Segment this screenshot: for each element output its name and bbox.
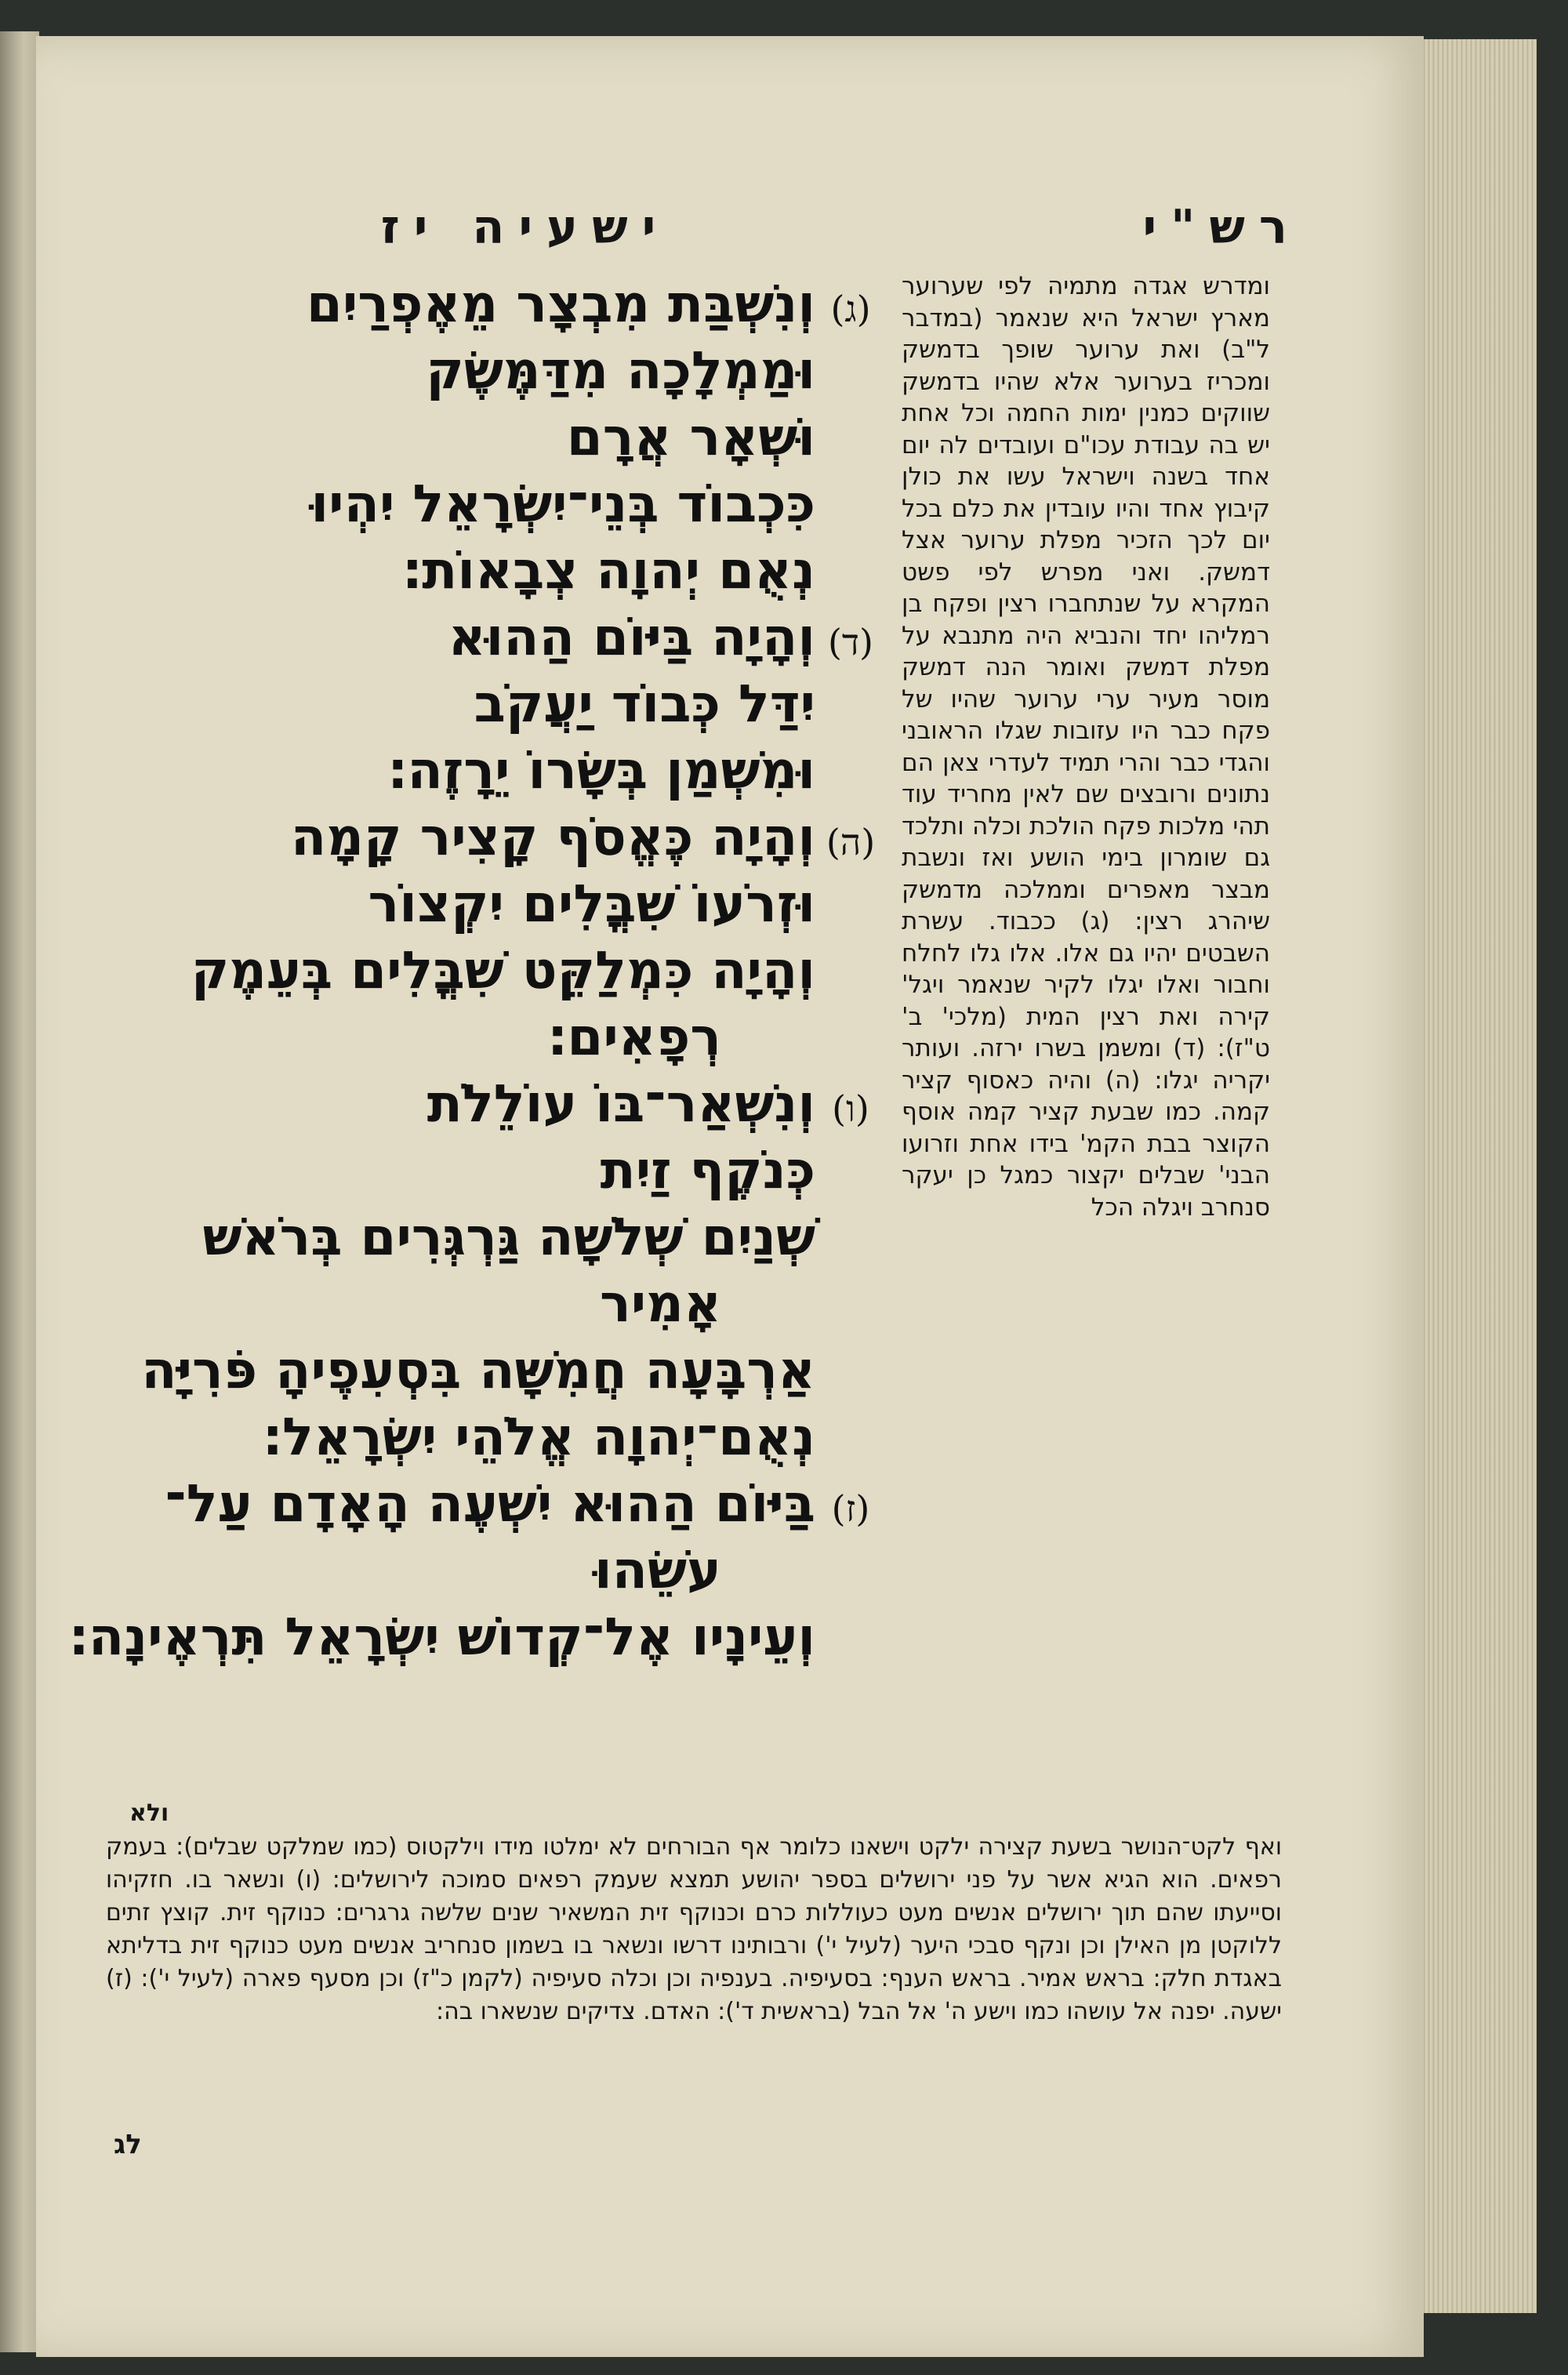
verse-text: וְנִשְׁאַר־בּוֹ עוֹלֵלֹת (426, 1073, 815, 1134)
verse-text: יִדַּל כְּבוֹד יַעֲקֹב (474, 674, 815, 734)
left-page-edge (0, 31, 39, 2352)
commentary-text: ומדרש אגדה מתמיה לפי שערוער מארץ ישראל היא שנאמר (במדבר ל"ב) ואת ערוער שופך בדמשק ומכריז בערוער אלא שהיו בדמשק שווקים כמנין ימות החמה וכל אחת יש בה עבודת עכו"ם ועובדים לה יום אחד בשנה וישראל עשו את כולן קיבוץ אחד והיו עובדין את כלם בכל יום לכך הזכיר מפלת ערוער אצל דמשק. ואני מפרש לפי פשט המקרא על שנתחברו רצין ופקח בן רמליהו יחד והנביא היה מתנבא על מפלת דמשק ואומר הנה דמשק מוסר מעיר ערי ערוער שהיו של פקח כבר היו עזובות שגלו הראובני והגדי כבר והרי תמיד לעדרי צאן הם נתונים ורובצים שם לאין מחריד עוד תהי מלכות פקח הולכת וכלה ותלכד גם שומרון בימי הושע ואז ונשבת מבצר מאפרים וממלכה מדמשק שיהרג רצין: (ג) ככבוד. עשרת השבטים יהיו גם אלו. אלו גלו לחלח וחבור ואלו יגלו לקיר שנאמר ויגל' קירה ואת רצין המית (מלכי' ב' ט"ז): (ד) ומשמן בשרו ירזה. ועותר יקריה יגלו: (ה) והיה כאסוף קציר קמה. כמו שבעת קציר קמה אוסף הקוצר בבת הקמ' בידו אחת וזרועו הבני' שבלים יקצור כמגל כן יעקר סנחרב ויגלה הכל (902, 272, 1270, 1222)
verse-text: וְנִשְׁבַּת מִבְצָר מֵאֶפְרַיִם (306, 274, 815, 334)
verse-text: וּמִשְׁמַן בְּשָׂרוֹ יֵרָזֶה׃ (387, 740, 815, 801)
verse-number: (ו) (832, 1088, 869, 1130)
verse-text: עֹשֵׂהוּ (593, 1540, 721, 1600)
verse-text: וְהָיָה בַּיּוֹם הַהוּא (448, 607, 815, 667)
verse-line (141, 1337, 886, 1404)
verse-text: שְׁנַיִם שְׁלֹשָׁה גַּרְגְּרִים בְּרֹאשׁ (202, 1207, 815, 1267)
verse-line (227, 404, 886, 470)
verse-line (227, 537, 886, 604)
verse-number: (ג) (830, 288, 871, 330)
verse-line (191, 937, 886, 1004)
verse-line (227, 1270, 886, 1337)
verse-text: נְאֻם יְהוָה צְבָאוֹת׃ (402, 540, 815, 601)
folio-signature: לג (114, 2129, 142, 2160)
verse-line (227, 337, 886, 404)
verse-line (227, 870, 886, 937)
verse-line (227, 804, 886, 870)
verse-line (227, 670, 886, 737)
verse-number: (ה) (826, 821, 876, 863)
verse-line (227, 271, 886, 337)
verse-text: אָמִיר (600, 1273, 721, 1334)
verse-line (227, 1404, 886, 1470)
verse-line (227, 604, 886, 670)
verse-line (227, 737, 886, 804)
verse-line (227, 1004, 886, 1070)
verse-text: וְהָיָה כִּמְלַקֵּט שִׁבֳּלִים בְּעֵמֶק (191, 940, 815, 1000)
verse-line (202, 1204, 886, 1270)
verse-text: רְפָאִים׃ (547, 1007, 721, 1067)
catchword: ולא (129, 1799, 169, 1827)
scripture-column (69, 271, 886, 1799)
verse-line (227, 470, 886, 537)
verse-text: כְּנֹקֶף זַיִת (600, 1140, 815, 1200)
verse-text: בַּיּוֹם הַהוּא יִשְׁעֶה הָאָדָם עַל־ (165, 1473, 815, 1534)
verse-text: וְעֵינָיו אֶל־קְדוֹשׁ יִשְׂרָאֵל תִּרְאֶינָה׃ (69, 1607, 815, 1667)
rashi-commentary (902, 271, 1270, 1815)
running-head-left: ישעיה יז (380, 200, 670, 255)
verse-line (69, 1603, 886, 1670)
verse-line (165, 1470, 886, 1537)
commentary-continuation: ואף לקט־הנושר בשעת קצירה ילקט וישאנו כלומר אף הבורחים לא ימלטו מידו וילקטוס (כמו שמלקט שבלים): בעמק רפאים. הוא הגיא אשר על פני ירושלים בספר יהושע תמצא שעמק רפאים סמוכה לירושלים: (ו) ונשאר בו. חזקיהו וסייעתו שהם תוך ירושלים אנשים מעט כעוללות כרם וכנוקף זית המשאיר שנים שלשה גרגרים: כנוקף זית. קוצץ זתים ללוקטן מן האילן וכן ונקף סבכי היער (לעיל י') ורבותינו דרשו ונשאר בו בשמון סנחריב אנשים מעט כנוקף זית בדליתא באגדת חלק: בראש אמיר. בראש הענף: בסעיפיה. בענפיה וכן וכלה סעיפיה (לקמן כ"ז) וכן מסעף פארה (לעיל י'): (ז) ישעה. יפנה אל עושהו כמו וישע ה' אל הבל (בראשית ד'): האדם. צדיקים שנשארו בה: (106, 1833, 1282, 2025)
verse-line (227, 1070, 886, 1137)
verse-text: וּשְׁאָר אֲרָם (566, 407, 815, 467)
verse-text: וְהָיָה כֶּאֱסֹף קָצִיר קָמָה (290, 807, 815, 867)
running-head-right: רש"י (1142, 200, 1301, 255)
verse-text: אַרְבָּעָה חֲמִשָּׁה בִּסְעִפֶיהָ פֹּרִיָּה (141, 1340, 815, 1400)
verse-text: נְאֻם־יְהוָה אֱלֹהֵי יִשְׂרָאֵל׃ (263, 1407, 815, 1467)
bottom-commentary (106, 1831, 1282, 2184)
verse-line (227, 1537, 886, 1603)
verse-text: כִּכְבוֹד בְּנֵי־יִשְׂרָאֵל יִהְיוּ (310, 474, 815, 534)
verse-text: וּזְרֹעוֹ שִׁבֳּלִים יִקְצוֹר (368, 873, 815, 934)
verse-text: וּמַמְלָכָה מִדַּמֶּשֶׂק (426, 340, 815, 401)
verse-number: (ז) (831, 1487, 870, 1530)
page-edges (1411, 39, 1537, 2313)
verse-number: (ד) (827, 621, 874, 663)
verse-line (227, 1137, 886, 1204)
